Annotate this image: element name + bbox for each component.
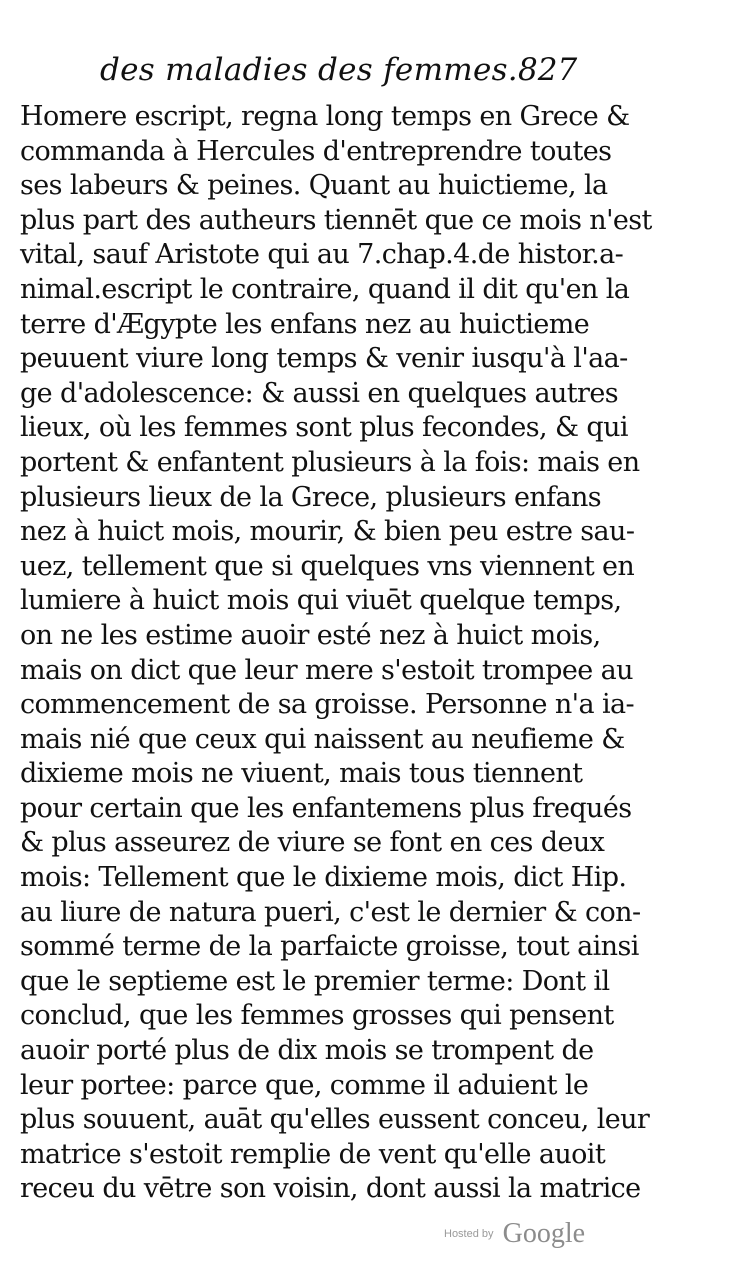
text-line: ge d'adolescence: & aussi en quelques autres xyxy=(20,377,618,409)
text-line: commencement de sa groisse. Personne n'a ia- xyxy=(20,689,635,721)
text-line: pour certain que les enfantemens plus frequés xyxy=(20,792,632,824)
text-line: plus souuent, auāt qu'elles eussent conceu, leur xyxy=(20,1104,650,1136)
text-line: mais on dict que leur mere s'estoit trompee au xyxy=(20,654,633,686)
text-line: vital, sauf Aristote qui au 7.chap.4.de histor.a- xyxy=(20,239,624,271)
text-line: mois: Tellement que le dixieme mois, dict Hip. xyxy=(20,862,627,894)
text-line: lieux, où les femmes sont plus fecondes, & qui xyxy=(20,412,628,444)
text-line: mais nié que ceux qui naissent au neufieme & xyxy=(20,723,625,755)
text-line: nez à huict mois, mourir, & bien peu estre sau- xyxy=(20,516,635,548)
text-line: matrice s'estoit remplie de vent qu'elle auoit xyxy=(20,1138,606,1170)
text-line: dixieme mois ne viuent, mais tous tiennent xyxy=(20,758,583,790)
text-line: ses labeurs & peines. Quant au huictieme, la xyxy=(20,170,608,202)
text-line: uez, tellement que si quelques vns viennent en xyxy=(20,550,635,582)
text-line: conclud, que les femmes grosses qui pensent xyxy=(20,1000,614,1032)
body-text xyxy=(20,100,652,1207)
text-line: peuuent viure long temps & venir iusqu'à l'aa- xyxy=(20,343,628,375)
hosted-by-google-watermark xyxy=(444,1218,585,1252)
text-line: terre d'Ægypte les enfans nez au huictieme xyxy=(20,308,590,340)
text-line: Homere escript, regna long temps en Grece & xyxy=(20,101,630,132)
text-line: au liure de natura pueri, c'est le dernier & con- xyxy=(20,896,641,928)
hosted-by-label: Hosted by xyxy=(444,1228,494,1240)
text-line: commanda à Hercules d'entreprendre toutes xyxy=(20,135,612,167)
text-line: on ne les estime auoir esté nez à huict mois, xyxy=(20,619,601,651)
text-line: lumiere à huict mois qui viuēt quelque temps, xyxy=(20,585,622,617)
text-line: auoir porté plus de dix mois se trompent de xyxy=(20,1035,594,1067)
text-line: leur portee: parce que, comme il aduient le xyxy=(20,1069,589,1101)
text-line: plusieurs lieux de la Grece, plusieurs enfans xyxy=(20,481,602,513)
text-line: portent & enfantent plusieurs à la fois: mais en xyxy=(20,446,640,478)
google-logo: Google xyxy=(502,1218,586,1249)
text-line: plus part des autheurs tiennēt que ce mois n'est xyxy=(20,204,652,236)
text-line: receu du vētre son voisin, dont aussi la matrice xyxy=(20,1173,641,1205)
running-title: des maladies des femmes. xyxy=(100,52,518,88)
text-line: nimal.escript le contraire, quand il dit qu'en la xyxy=(20,273,630,305)
text-line: sommé terme de la parfaicte groisse, tout ainsi xyxy=(20,931,639,963)
text-line: que le septieme est le premier terme: Dont il xyxy=(20,965,610,997)
text-line: & plus asseurez de viure se font en ces deux xyxy=(20,827,605,859)
page-number: 827 xyxy=(518,52,578,88)
running-head xyxy=(100,52,600,96)
